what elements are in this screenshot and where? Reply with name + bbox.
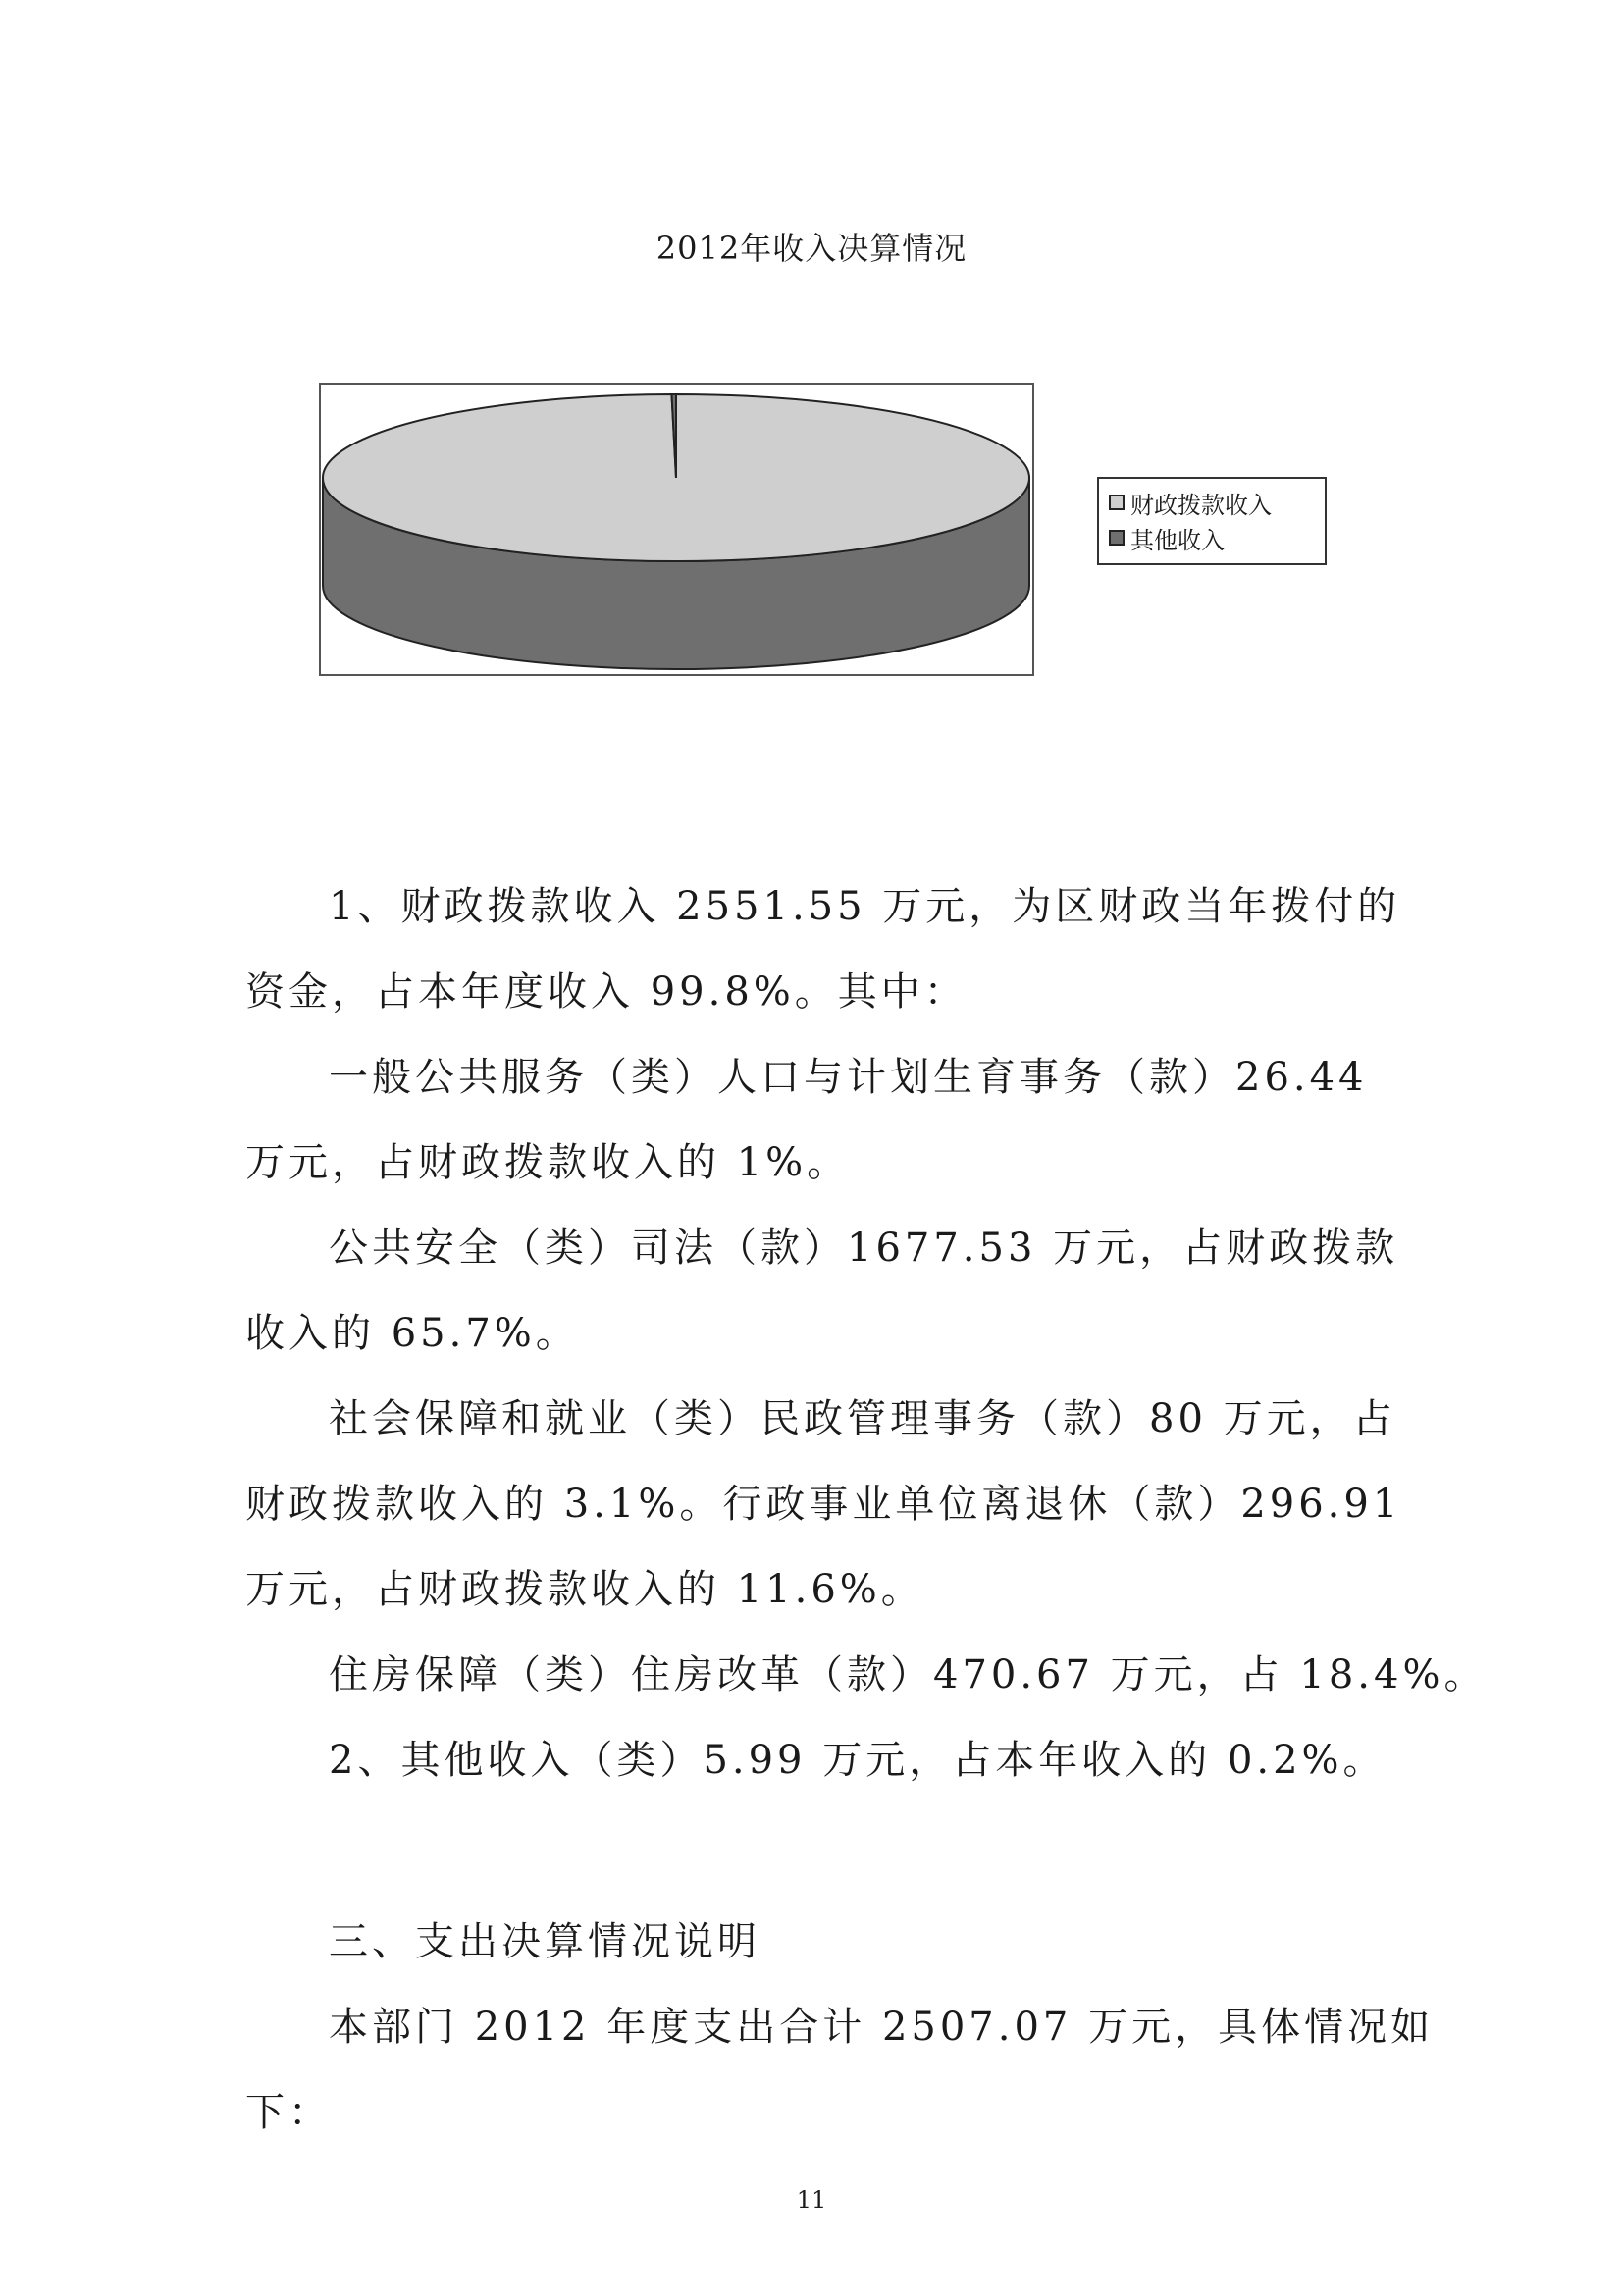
paragraph-line: 万元，占财政拨款收入的 11.6%。 xyxy=(245,1567,924,1612)
paragraph-line: 社会保障和就业（类）民政管理事务（款）80 万元，占 xyxy=(329,1396,1396,1441)
legend-label-fiscal: 财政拨款收入 xyxy=(1130,491,1272,519)
pie-chart-svg xyxy=(321,385,1032,674)
paragraph-line: 资金，占本年度收入 99.8%。其中： xyxy=(245,969,968,1015)
paragraph-line: 本部门 2012 年度支出合计 2507.07 万元，具体情况如 xyxy=(329,2005,1435,2050)
legend-item-other xyxy=(1109,522,1225,553)
paragraph-line: 收入的 65.7%。 xyxy=(245,1311,579,1356)
page-number: 11 xyxy=(796,2186,827,2214)
chart-legend xyxy=(1097,477,1327,565)
paragraph-line: 财政拨款收入的 3.1%。行政事业单位离退休（款）296.91 xyxy=(245,1482,1402,1527)
section-heading: 三、支出决算情况说明 xyxy=(329,1919,760,1964)
legend-swatch-other xyxy=(1109,530,1125,546)
paragraph-line: 一般公共服务（类）人口与计划生育事务（款）26.44 xyxy=(329,1055,1368,1100)
pie-chart xyxy=(319,383,1034,676)
chart-title: 2012年收入决算情况 xyxy=(655,230,968,267)
legend-item-fiscal xyxy=(1109,487,1272,518)
legend-label-other: 其他收入 xyxy=(1130,526,1225,554)
paragraph-line: 万元，占财政拨款收入的 1%。 xyxy=(245,1140,851,1185)
paragraph-line: 2、其他收入（类）5.99 万元，占本年收入的 0.2%。 xyxy=(329,1738,1387,1783)
legend-swatch-fiscal xyxy=(1109,495,1125,510)
paragraph-line: 住房保障（类）住房改革（款）470.67 万元，占 18.4%。 xyxy=(329,1652,1488,1697)
paragraph-line: 1、财政拨款收入 2551.55 万元，为区财政当年拨付的 xyxy=(329,884,1401,929)
paragraph-line: 下： xyxy=(245,2090,332,2135)
paragraph-line: 公共安全（类）司法（款）1677.53 万元，占财政拨款 xyxy=(329,1226,1399,1271)
